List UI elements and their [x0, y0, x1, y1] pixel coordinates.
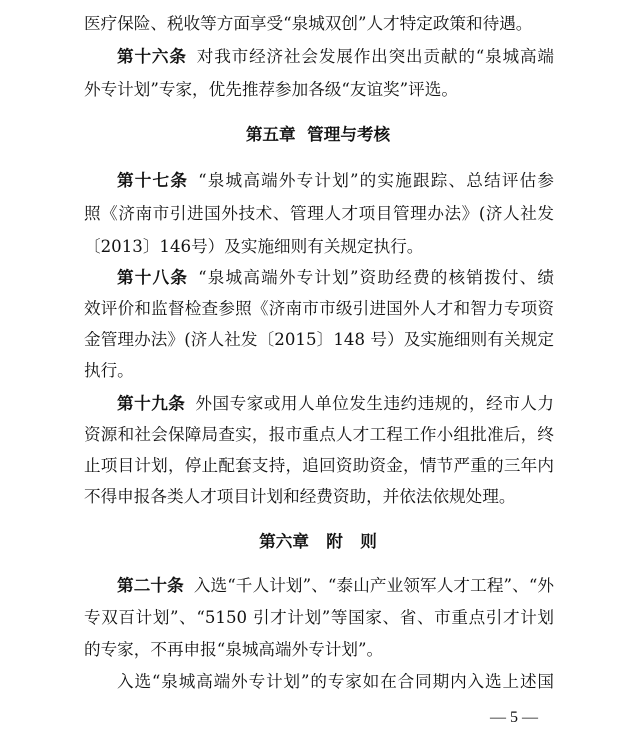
paragraph-line: 照《济南市引进国外技术、管理人才项目管理办法》(济人社发: [84, 204, 554, 223]
paragraph-line: 效评价和监督检查参照《济南市市级引进国外人才和智力专项资: [84, 299, 554, 318]
chapter-5-heading: 第五章 管理与考核: [245, 125, 391, 144]
article-17-line: 第十七条 “泉城高端外专计划”的实施跟踪、总结评估参: [117, 171, 555, 190]
article-heading: 第十九条: [117, 394, 186, 413]
article-16-line: 第十六条 对我市经济社会发展作出突出贡献的“泉城高端: [117, 47, 555, 66]
paragraph-line: 医疗保险、税收等方面享受“泉城双创”人才特定政策和待遇。: [84, 14, 533, 33]
paragraph-line: 资源和社会保障局查实，报市重点人才工程工作小组批准后，终: [84, 425, 554, 444]
article-18-line: 第十八条 “泉城高端外专计划”资助经费的核销拨付、绩: [117, 268, 555, 287]
paragraph-line: 金管理办法》(济人社发〔2015〕148 号）及实施细则有关规定: [84, 330, 554, 349]
paragraph-line: 止项目计划，停止配套支持，追回资助资金，情节严重的三年内: [84, 456, 554, 475]
article-19-line: 第十九条 外国专家或用人单位发生违约违规的，经市人力: [117, 394, 555, 413]
paragraph-line: 的专家，不再申报“泉城高端外专计划”。: [84, 640, 384, 659]
paragraph-line: 不得申报各类人才项目计划和经费资助，并依法依规处理。: [84, 487, 516, 506]
article-heading: 第十六条: [117, 47, 187, 66]
chapter-6-heading: 第六章 附 则: [259, 532, 377, 551]
article-heading: 第十七条: [117, 171, 189, 190]
paragraph-line: 外专计划”专家，优先推荐参加各级“友谊奖”评选。: [84, 80, 458, 99]
paragraph-line: 专双百计划”、“5150 引才计划”等国家、省、市重点引才计划: [84, 608, 554, 627]
paragraph-line: 执行。: [84, 361, 134, 380]
paragraph-line: 入选“泉城高端外专计划”的专家如在合同期内入选上述国: [117, 672, 554, 691]
article-heading: 第十八条: [117, 268, 189, 287]
article-heading: 第二十条: [117, 576, 184, 595]
page-number: — 5 —: [490, 709, 538, 726]
paragraph-line: 〔2013〕146号）及实施细则有关规定执行。: [84, 237, 424, 256]
article-20-line: 第二十条 入选“千人计划”、“泰山产业领军人才工程”、“外: [117, 576, 554, 595]
